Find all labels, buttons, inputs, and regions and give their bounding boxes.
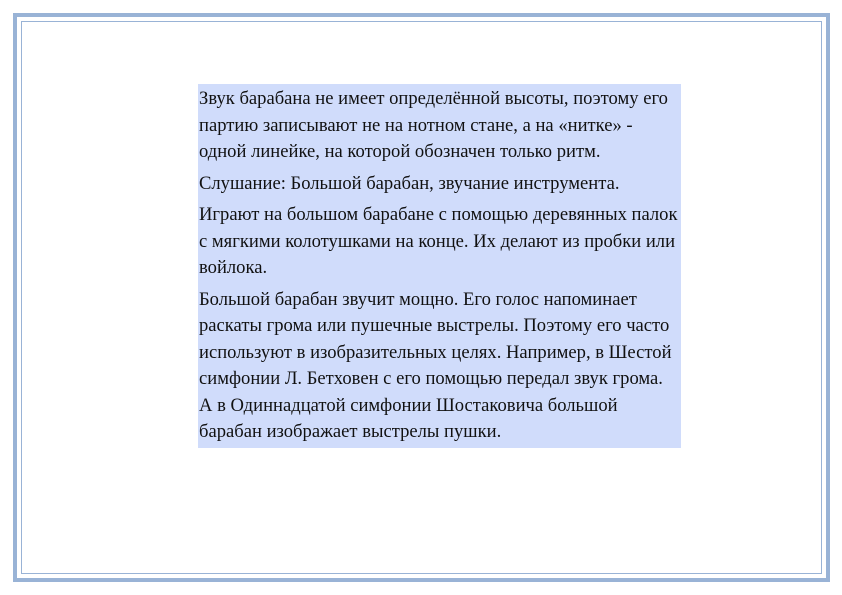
text-block: [198, 84, 681, 448]
paragraph-playing-technique: Играют на большом барабане с помощью деревянных палок с мягкими колотушками на конце. Их делают из пробки или войлока.: [199, 204, 678, 278]
paragraph-sound-character: Большой барабан звучит мощно. Его голос напоминает раскаты грома или пушечные выстрелы. Поэтому его часто используют в изобразительных целях. Например, в Шестой симфонии Л. Бетховен с его помощью передал звук грома. А в Одиннадцатой симфонии Шостаковича большой барабан изображает выстрелы пушки.: [199, 288, 672, 442]
paragraph-listening: Слушание: Большой барабан, звучание инструмента.: [199, 172, 620, 194]
paragraph-notation: Звук барабана не имеет определённой высоты, поэтому его партию записывают не на нотном стане, а на «нитке» - одной линейке, на которой обозначен только ритм.: [199, 88, 668, 162]
